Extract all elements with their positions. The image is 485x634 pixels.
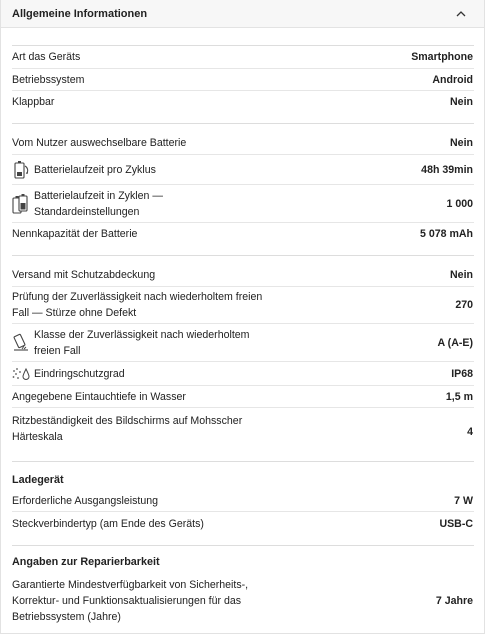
spec-row-drop-class [12,324,474,362]
panel-title: Allgemeine Informationen [12,7,148,20]
spec-row-drop-test [12,287,474,324]
water-depth-value: 1,5 m [445,390,473,403]
os-updates-label-line3: Betriebssystem (Jahre) [12,611,121,623]
durability-section [12,255,474,461]
protective-cover-value: Nein [450,268,473,281]
battery-runtime-value: 48h 39min [421,163,473,176]
foldable-label: Klappbar [12,96,55,108]
battery-cycles-value: 1 000 [446,197,473,210]
spec-row-battery-capacity [12,223,474,245]
battery-replaceable-label: Vom Nutzer auswechselbare Batterie [12,136,187,149]
battery-cycles-label-line2: Standardeinstellungen [34,205,140,218]
spec-row-ingress [12,362,474,386]
scratch-label-line1: Ritzbeständigkeit des Bildschirms auf Mohsscher [12,415,243,427]
battery-section [12,123,474,255]
connector-label: Steckverbindertyp (am Ende des Geräts) [12,518,204,530]
device-section [12,45,474,123]
charger-section [12,461,474,545]
spec-row-water-depth [12,386,474,408]
battery-capacity-label: Nennkapazität der Batterie [12,228,138,240]
panel-header[interactable] [1,0,484,28]
spec-row-protective-cover [12,263,474,287]
charger-section-title: Ladegerät [12,474,64,486]
repair-section [12,545,474,634]
output-power-label: Erforderliche Ausgangsleistung [12,494,159,507]
repair-section-title: Angaben zur Reparierbarkeit [12,556,160,568]
drop-class-value: A (A-E) [437,336,473,349]
ingress-label: Eindringschutzgrad [34,367,125,380]
spec-row-output-power [12,490,474,512]
spec-row-os [12,69,474,91]
spec-row-battery-cycles [12,185,474,223]
water-depth-label: Angegebene Eintauchtiefe in Wasser [12,390,186,403]
battery-cycle-icon [12,160,34,180]
battery-cycles-label-line1: Batterielaufzeit in Zyklen — [34,189,163,202]
os-updates-label-line2: Korrektur- und Funktionsaktualisierungen für das [12,595,242,607]
spec-row-battery-replaceable [12,131,474,155]
drop-class-label-line1: Klasse der Zuverlässigkeit nach wiederholtem [34,328,250,341]
spec-row-scratch [12,408,474,456]
spec-row-foldable [12,91,474,113]
os-label: Betriebssystem [12,73,85,86]
connector-value: USB-C [439,518,473,530]
spec-row-os-updates [12,575,474,627]
os-updates-label-line1: Garantierte Mindestverfügbarkeit von Sicherheits-, [12,579,249,591]
scratch-value: 4 [467,426,473,438]
device-type-label: Art das Geräts [12,51,81,63]
scratch-label-line2: Härteskala [12,431,63,443]
protective-cover-label: Versand mit Schutzabdeckung [12,268,156,281]
battery-runtime-label: Batterielaufzeit pro Zyklus [34,163,156,176]
ingress-value: IP68 [451,367,473,380]
drop-test-label-line1: Prüfung der Zuverlässigkeit nach wiederholtem freien [12,291,263,303]
foldable-value: Nein [450,96,473,108]
spec-row-connector [12,512,474,536]
drop-test-label-line2: Fall — Stürze ohne Defekt [12,307,137,319]
os-value: Android [432,73,473,86]
dust-water-icon [12,367,34,381]
chevron-up-icon[interactable] [456,10,466,17]
falling-phone-icon [12,332,34,354]
drop-class-label-line2: freien Fall [34,344,81,357]
battery-stack-icon [12,193,34,215]
battery-capacity-value: 5 078 mAh [420,228,473,240]
battery-replaceable-value: Nein [450,136,473,149]
drop-test-value: 270 [455,299,473,311]
spec-row-battery-runtime [12,155,474,185]
os-updates-value: 7 Jahre [435,595,473,607]
device-type-value: Smartphone [411,51,473,63]
spec-row-device-type [12,46,474,69]
output-power-value: 7 W [454,494,473,507]
